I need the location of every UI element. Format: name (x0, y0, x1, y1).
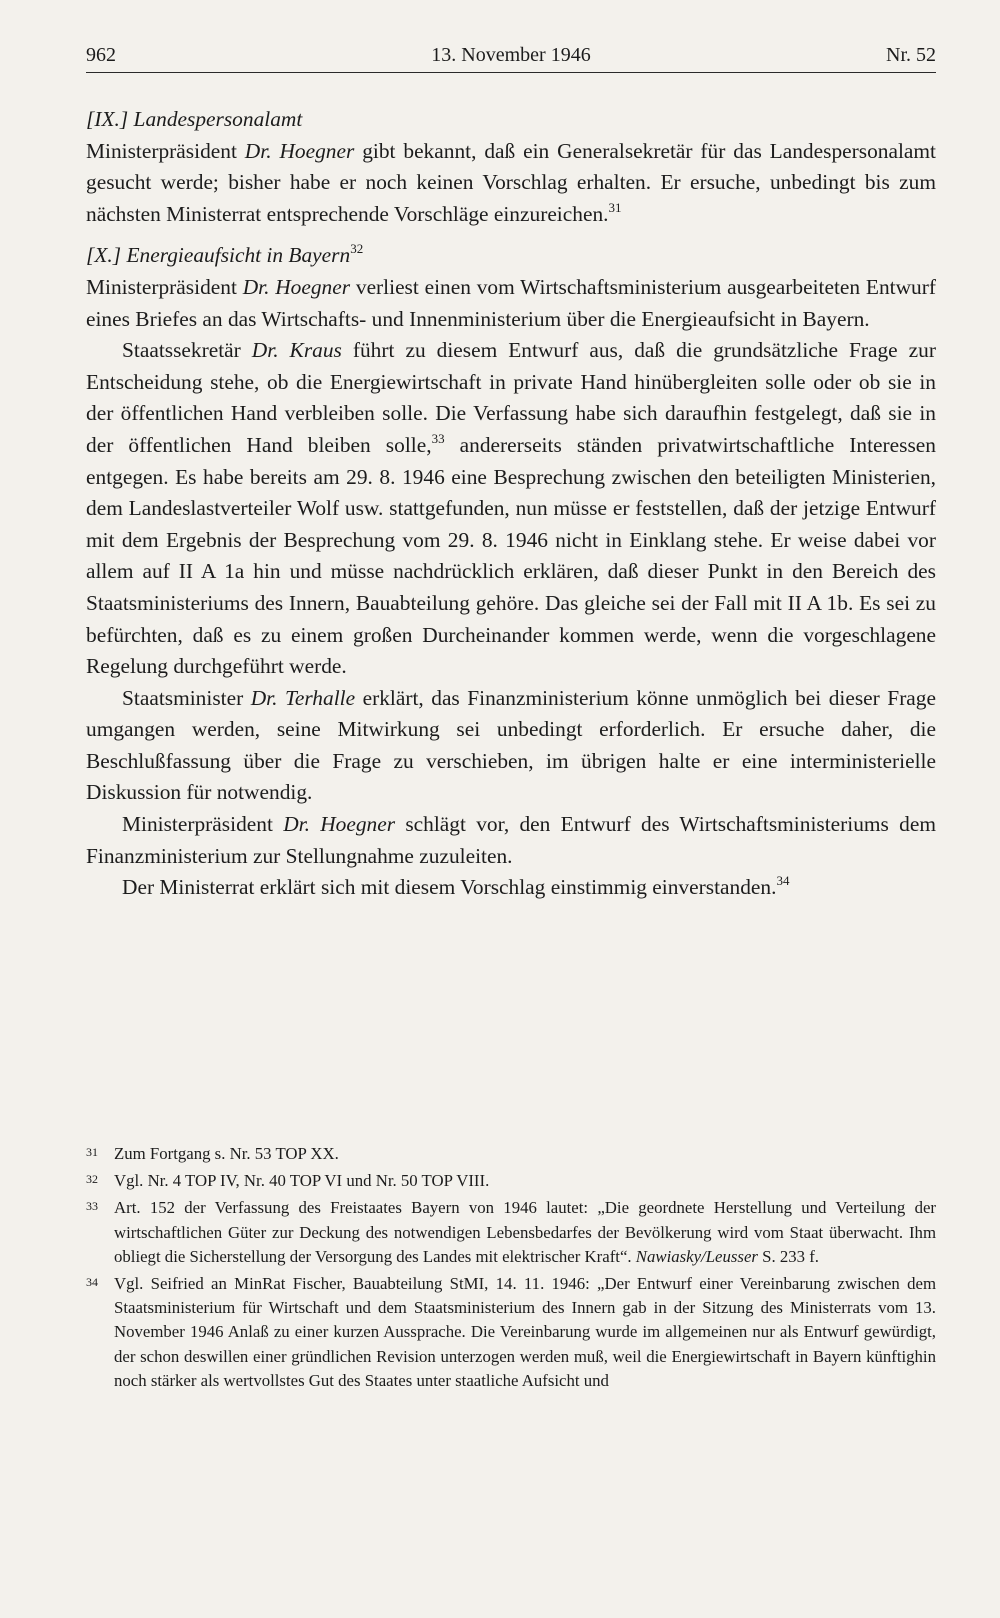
section-heading (86, 240, 936, 272)
paragraph (86, 809, 936, 872)
paragraph (86, 335, 936, 683)
footnote (86, 1272, 936, 1393)
footnote-citation: Nawiasky/Leusser (635, 1246, 758, 1266)
person-name: Dr. Kraus (251, 338, 342, 363)
main-text (86, 104, 936, 904)
section-title: Energieaufsicht in Bayern (126, 243, 351, 268)
paragraph (86, 136, 936, 231)
para-text: Der Ministerrat erklärt sich mit diesem Vorschlag einstimmig einverstanden. (122, 875, 777, 900)
section-title: Landespersonalamt (133, 107, 303, 131)
person-name: Dr. Hoegner (242, 274, 351, 299)
footnote-number: 33 (86, 1199, 98, 1214)
footnote-number: 34 (86, 1275, 98, 1290)
footnote-text: S. 233 f. (757, 1246, 820, 1266)
para-text: erklärt, das Finanzministerium könne unmöglich bei dieser Frage umgangen werden, seine Mitwirkung sei unbedingt erforderlich. Er ersuche daher, die Beschlußfassung über die Frage zu verschieben, im übrigen halte er eine interministerielle Diskussion für notwendig. (86, 685, 936, 805)
paragraph (86, 872, 936, 904)
header-date: 13. November 1946 (431, 44, 591, 66)
running-header (86, 44, 936, 73)
footnote-number: 31 (86, 1145, 98, 1159)
footnote-ref[interactable]: 32 (350, 241, 364, 257)
person-name: Dr. Hoegner (283, 812, 396, 837)
para-text: Staatsminister (122, 685, 251, 710)
para-text: Ministerpräsident (122, 812, 284, 837)
section-x (86, 240, 936, 903)
para-text: führt zu diesem Entwurf aus, daß die grundsätzliche Frage zur Entscheidung stehe, ob die Energiewirtschaft in private Hand hinübergleiten solle oder ob sie in der öffentlichen Hand verbleiben solle. Die Verfassung habe sich daraufhin festgelegt, daß sie in der öffentlichen Hand bleiben solle, (86, 338, 936, 457)
paragraph (86, 683, 936, 809)
footnotes (86, 1142, 936, 1396)
paragraph (86, 272, 936, 335)
para-text: Ministerpräsident (86, 274, 243, 299)
section-heading (86, 104, 936, 136)
footnote (86, 1169, 936, 1193)
footnote-ref[interactable]: 33 (431, 430, 445, 446)
footnote-text: Vgl. Nr. 4 TOP IV, Nr. 40 TOP VI und Nr. 50 TOP VIII. (114, 1171, 490, 1191)
section-ix (86, 104, 936, 230)
footnote (86, 1142, 936, 1166)
footnote-ref[interactable]: 31 (608, 199, 622, 215)
para-text: Staatssekretär (122, 338, 252, 363)
person-name: Dr. Hoegner (244, 138, 355, 163)
footnote-number: 32 (86, 1172, 98, 1187)
para-text: gibt bekannt, daß ein Generalsekretär für das Landespersonalamt gesucht werde; bisher habe er noch keinen Vorschlag erhalten. Er ersuche, unbedingt bis zum nächsten Ministerrat entsprechende Vorschläge einzureichen. (86, 138, 936, 226)
page-number: 962 (86, 44, 116, 66)
para-text: schlägt vor, den Entwurf des Wirtschaftsministeriums dem Finanzministerium zur Stellungnahme zuzuleiten. (86, 812, 936, 868)
footnote-ref[interactable]: 34 (776, 873, 790, 889)
document-number: Nr. 52 (886, 44, 936, 66)
section-number: [X.] (86, 243, 122, 268)
para-text: Ministerpräsident (86, 138, 245, 163)
footnote-text: Art. 152 der Verfassung des Freistaates Bayern von 1946 lautet: „Die geordnete Herstellung und Verteilung der wirtschaftlichen Güter zur Deckung des notwendigen Lebensbedarfes der Bevölkerung wird vom Staat überwacht. Ihm obliegt die Sicherstellung der Versorgung des Landes mit elektrischer Kraft“. (114, 1198, 936, 1266)
footnote-text: Vgl. Seifried an MinRat Fischer, Bauabteilung StMI, 14. 11. 1946: „Der Entwurf einer Vereinbarung zwischen dem Staatsministerium für Wirtschaft und dem Staatsministerium des Innern gab in der Sitzung des Ministerrats vom 13. November 1946 Anlaß zu einer kurzen Aussprache. Die Vereinbarung wurde im allgemeinen nur als Entwurf gewürdigt, der schon deswillen einer gründlichen Revision unterzogen werden muß, weil die Energiewirtschaft in Bayern künftighin noch stärker als wertvollstes Gut des Staates unter staatliche Aufsicht und (114, 1274, 936, 1390)
para-text: andererseits ständen privatwirtschaftliche Interessen entgegen. Es habe bereits am 29. 8. 1946 eine Besprechung zwischen den beteiligten Ministerien, dem Landeslastverteiler Wolf usw. stattgefunden, nun müsse er feststellen, daß der jetzige Entwurf mit dem Ergebnis der Besprechung vom 29. 8. 1946 nicht in Einklang stehe. Er weise dabei vor allem auf II A 1a hin und müsse nachdrücklich erklären, daß dieser Punkt in den Bereich des Staatsministeriums des Innern, Bauabteilung gehöre. Das gleiche sei der Fall mit II A 1b. Es sei zu befürchten, daß es zu einem großen Durcheinander kommen werde, wenn die vorgeschlagene Regelung durchgeführt werde. (86, 432, 937, 679)
section-number: [IX.] (86, 107, 129, 131)
person-name: Dr. Terhalle (250, 685, 356, 710)
footnote (86, 1196, 936, 1269)
para-text: verliest einen vom Wirtschaftsministerium ausgearbeiteten Entwurf eines Briefes an das Wirtschafts- und Innenministerium über die Energieaufsicht in Bayern. (86, 274, 936, 331)
footnote-text: Zum Fortgang s. Nr. 53 TOP XX. (114, 1144, 339, 1163)
